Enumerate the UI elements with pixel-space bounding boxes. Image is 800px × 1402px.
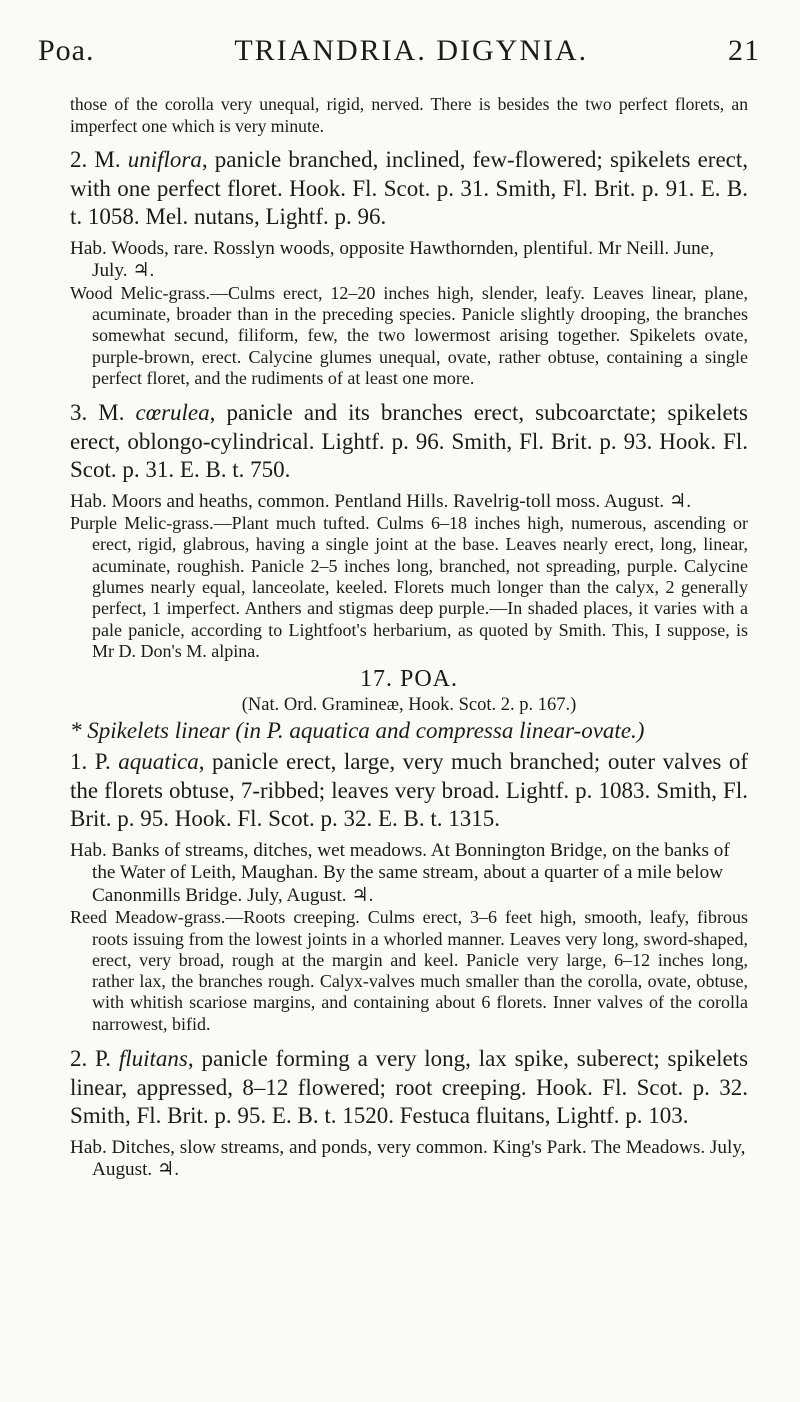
- species-name: uniflora: [127, 147, 202, 173]
- description: Purple Melic-grass.—Plant much tufted. Culms 6–18 inches high, numerous, ascending or erect, rigid, glabrous, having a single joint at the base. Leaves nearly erect, long, linear, acuminate, roughish. Panicle 2–5 inches long, branched, not spreading, purple. Calycine glumes nearly equal, lanceolate, keeled. Florets much longer than the calyx, 2 generally perfect, 1 imperfect. Anthers and stigmas deep purple.—In shaded places, it varies with a pale panicle, according to Lightfoot's herbarium, as quoted by Smith. This, I suppose, is Mr D. Don's M. alpina.: [70, 513, 748, 661]
- species-melica-uniflora: 2. M. uniflora, panicle branched, inclined, few-flowered; spikelets erect, with one perfect floret. Hook. Fl. Scot. p. 31. Smith, Fl. Brit. p. 91. E. B. t. 1058. Mel. nutans, Lightf. p. 96.: [70, 147, 749, 230]
- species-poa-fluitans: 2. P. fluitans, panicle forming a very long, lax spike, suberect; spikelets linear, appressed, 8–12 flowered; root creeping. Hook. Fl. Scot. p. 32. Smith, Fl. Brit. p. 95. E. B. t. 1520. Festuca fluitans, Lightf. p. 103.: [70, 1046, 749, 1129]
- species-melica-coerulea: 3. M. cœrulea, panicle and its branches erect, subcoarctate; spikelets erect, oblongo-cylindrical. Lightf. p. 96. Smith, Fl. Brit. p. 93. Hook. Fl. Scot. p. 31. E. B. t. 750.: [70, 400, 749, 483]
- intro-paragraph: those of the corolla very unequal, rigid, nerved. There is besides the two perfect florets, an imperfect one which is very minute.: [70, 94, 748, 136]
- species-diagnosis: panicle and its branches erect, subcoarctate; spikelets erect, oblongo-cylindrical.: [70, 400, 749, 454]
- species-number: 3. M.: [70, 400, 125, 426]
- species-name: aquatica: [118, 749, 199, 775]
- species-diagnosis: panicle erect, large, very much branched; outer valves of the florets obtuse, 7-ribbed; leaves very broad.: [70, 749, 749, 803]
- header-genus: Poa.: [38, 34, 95, 67]
- species-references: Lightf. p. 1083. Smith, Fl. Brit. p. 95. Hook. Fl. Scot. p. 32. E. B. t. 1315.: [70, 777, 748, 832]
- species-diagnosis: panicle branched, inclined, few-flowered; spikelets erect, with one perfect floret.: [70, 147, 749, 201]
- natural-order: (Nat. Ord. Gramineæ, Hook. Scot. 2. p. 167.): [241, 695, 577, 716]
- species-number: 1. P.: [70, 749, 111, 775]
- description: Wood Melic-grass.—Culms erect, 12–20 inches high, slender, leafy. Leaves linear, plane, acuminate, broader than in the preceding species. Panicle slightly drooping, the branches somewhat secund, filiform, few, the two lowermost arising together. Spikelets ovate, purple-brown, erect. Calycine glumes unequal, ovate, rather obtuse, containing a single perfect floret, and the rudiments of at least one more.: [70, 282, 748, 388]
- species-name: cœrulea: [135, 400, 210, 426]
- habitat: Hab. Ditches, slow streams, and ponds, very common. King's Park. The Meadows. July, August. ♃.: [70, 1136, 746, 1181]
- running-header: [38, 0, 760, 68]
- species-number: 2. M.: [70, 147, 121, 173]
- habitat: Hab. Banks of streams, ditches, wet meadows. At Bonnington Bridge, on the banks of the Water of Leith, Maughan. By the same stream, about a quarter of a mile below Canonmills Bridge. July, August. ♃.: [70, 839, 730, 906]
- species-references: Hook. Fl. Scot. p. 31. Smith, Fl. Brit. p. 91. E. B. t. 1058. Mel. nutans, Lightf. p. 96.: [70, 175, 749, 230]
- genus-heading: 17. POA.: [359, 666, 458, 693]
- species-diagnosis: panicle forming a very long, lax spike, suberect; spikelets linear, appressed, 8–12 flowered; root creeping.: [70, 1046, 749, 1100]
- species-name: fluitans: [118, 1046, 188, 1072]
- section-heading: * Spikelets linear (in P. aquatica and compressa linear-ovate.): [70, 718, 645, 744]
- page-number: 21: [727, 34, 760, 67]
- habitat: Hab. Woods, rare. Rosslyn woods, opposite Hawthornden, plentiful. Mr Neill. June, July. ♃.: [70, 237, 714, 282]
- species-poa-aquatica: 1. P. aquatica, panicle erect, large, very much branched; outer valves of the florets obtuse, 7-ribbed; leaves very broad. Lightf. p. 1083. Smith, Fl. Brit. p. 95. Hook. Fl. Scot. p. 32. E. B. t. 1315.: [70, 749, 749, 832]
- species-number: 2. P.: [70, 1046, 112, 1072]
- species-references: Lightf. p. 96. Smith, Fl. Brit. p. 93. Hook. Fl. Scot. p. 31. E. B. t. 750.: [70, 428, 748, 483]
- species-references: Hook. Fl. Scot. p. 32. Smith, Fl. Brit. p. 95. E. B. t. 1520. Festuca fluitans, Lightf. p. 103.: [70, 1074, 748, 1129]
- habitat: Hab. Moors and heaths, common. Pentland Hills. Ravelrig-toll moss. August. ♃.: [70, 490, 692, 512]
- text-block: [70, 94, 748, 1182]
- header-classification: TRIANDRIA. DIGYNIA.: [234, 34, 589, 67]
- description: Reed Meadow-grass.—Roots creeping. Culms erect, 3–6 feet high, smooth, leafy, fibrous roots issuing from the lowest joints in a whorled manner. Leaves very long, sword-shaped, erect, very broad, rough at the margin and keel. Panicle very large, 6–12 inches long, rather lax, the branches rough. Calyx-valves much smaller than the corolla, ovate, obtuse, with whitish scariose margins, and containing about 6 florets. Inner valves of the corolla narrowest, bifid.: [70, 907, 748, 1034]
